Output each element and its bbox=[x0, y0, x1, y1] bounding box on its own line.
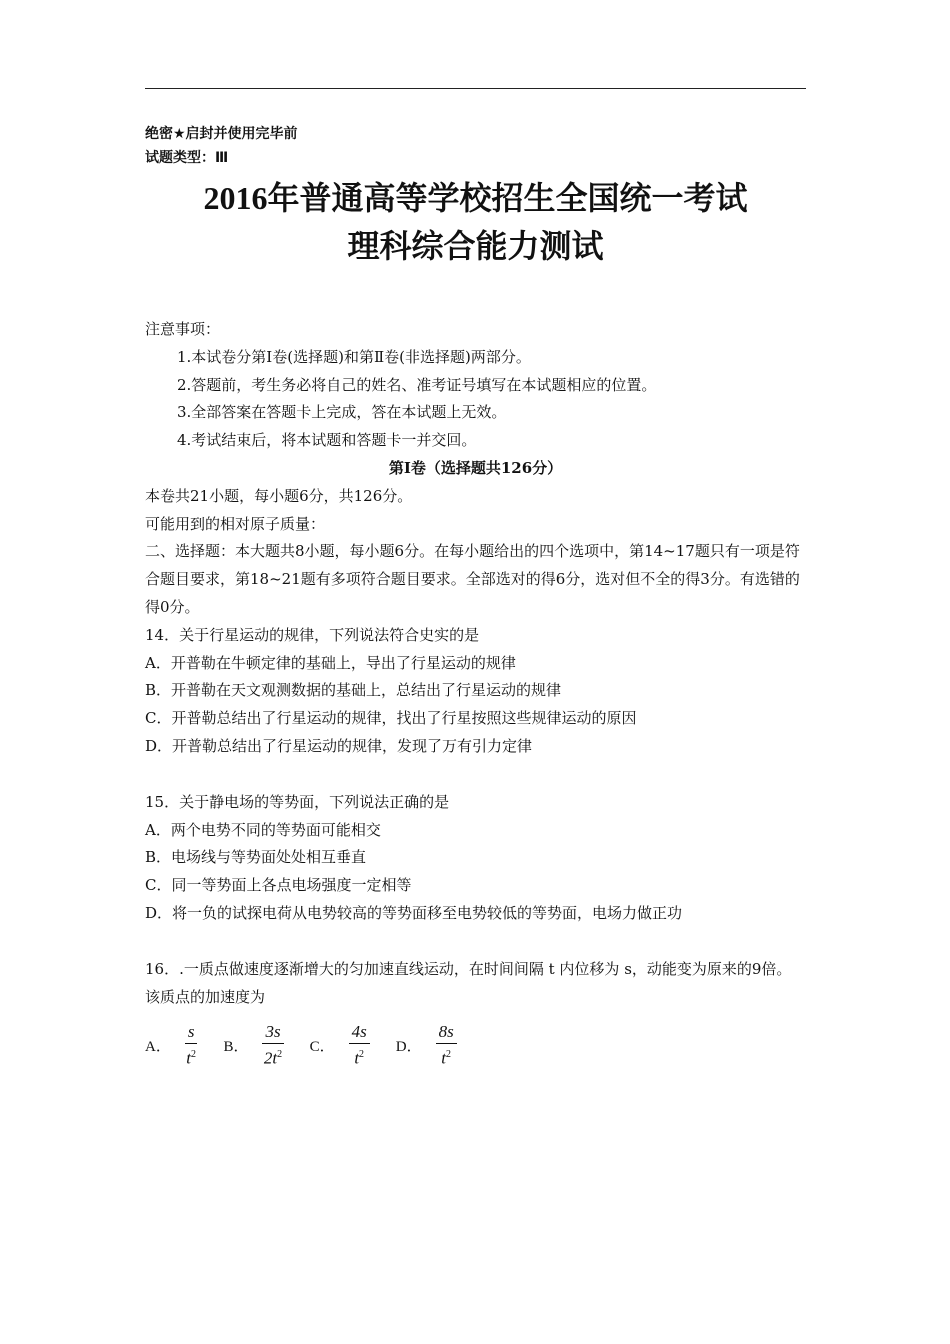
q14-option: A．开普勒在牛顿定律的基础上，导出了行星运动的规律 bbox=[145, 653, 516, 672]
q16-option: A． $\frac{s}{t^2}$ bbox=[145, 1022, 197, 1068]
note-item: 1.本试卷分第Ⅰ卷(选择题)和第Ⅱ卷(非选择题)两部分。 bbox=[177, 347, 531, 366]
exam-subtitle: 理科综合能力测试 bbox=[347, 227, 604, 265]
question-14-stem: 14．关于行星运动的规律，下列说法符合史实的是 bbox=[145, 625, 480, 644]
q14-option: B．开普勒在天文观测数据的基础上，总结出了行星运动的规律 bbox=[145, 681, 562, 700]
top-rule bbox=[145, 88, 806, 89]
q14-option: D．开普勒总结出了行星运动的规律，发现了万有引力定律 bbox=[145, 736, 533, 755]
q16-option: C． $\frac{4s}{t^2}$ bbox=[310, 1021, 370, 1070]
q15-option: D．将一负的试探电荷从电势较高的等势面移至电势较低的等势面，电场力做正功 bbox=[145, 903, 683, 922]
q15-option: A．两个电势不同的等势面可能相交 bbox=[145, 820, 381, 839]
exam-title: 2016年普通高等学校招生全国统一考试 bbox=[203, 180, 748, 216]
q15-option: C．同一等势面上各点电场强度一定相等 bbox=[145, 876, 412, 895]
section-line: 本卷共21小题，每小题6分，共126分。 bbox=[145, 486, 413, 505]
note-item: 2.答题前，考生务必将自己的姓名、准考证号填写在本试题相应的位置。 bbox=[177, 375, 657, 394]
q16-option: B． $\frac{3s}{2t^2}$ bbox=[223, 1022, 283, 1068]
section-heading: 第Ⅰ卷（选择题共126分） bbox=[388, 458, 563, 477]
note-item: 4.考试结束后，将本试题和答题卡一并交回。 bbox=[177, 431, 477, 450]
notes-heading: 注意事项： bbox=[145, 320, 221, 338]
section-line: 可能用到的相对原子质量： bbox=[145, 514, 326, 533]
exam-type: 试题类型：Ⅲ bbox=[145, 150, 229, 166]
secret-label: 绝密★启封并使用完毕前 bbox=[145, 126, 298, 142]
q16-options bbox=[145, 1021, 806, 1070]
question-15-stem: 15．关于静电场的等势面，下列说法正确的是 bbox=[145, 792, 450, 811]
q15-option: B．电场线与等势面处处相互垂直 bbox=[145, 848, 367, 867]
exam-page bbox=[145, 122, 806, 1070]
q16-option: D． $\frac{8s}{t^2}$ bbox=[396, 1021, 457, 1070]
q14-option: C．开普勒总结出了行星运动的规律，找出了行星按照这些规律运动的原因 bbox=[145, 709, 637, 728]
note-item: 3.全部答案在答题卡上完成，答在本试题上无效。 bbox=[177, 403, 507, 422]
section-instructions: 二、选择题：本大题共8小题，每小题6分。在每小题给出的四个选项中，第14~17题只有一项是符合题目要求，第18~21题有多项符合题目要求。全部选对的得6分，选对但不全的得3分。有选错的得0分。 bbox=[145, 542, 800, 616]
question-16-stem: 16．.一质点做速度逐渐增大的匀加速直线运动，在时间间隔 t 内位移为 s，动能变为原来的9倍。该质点的加速度为 bbox=[145, 959, 792, 1006]
